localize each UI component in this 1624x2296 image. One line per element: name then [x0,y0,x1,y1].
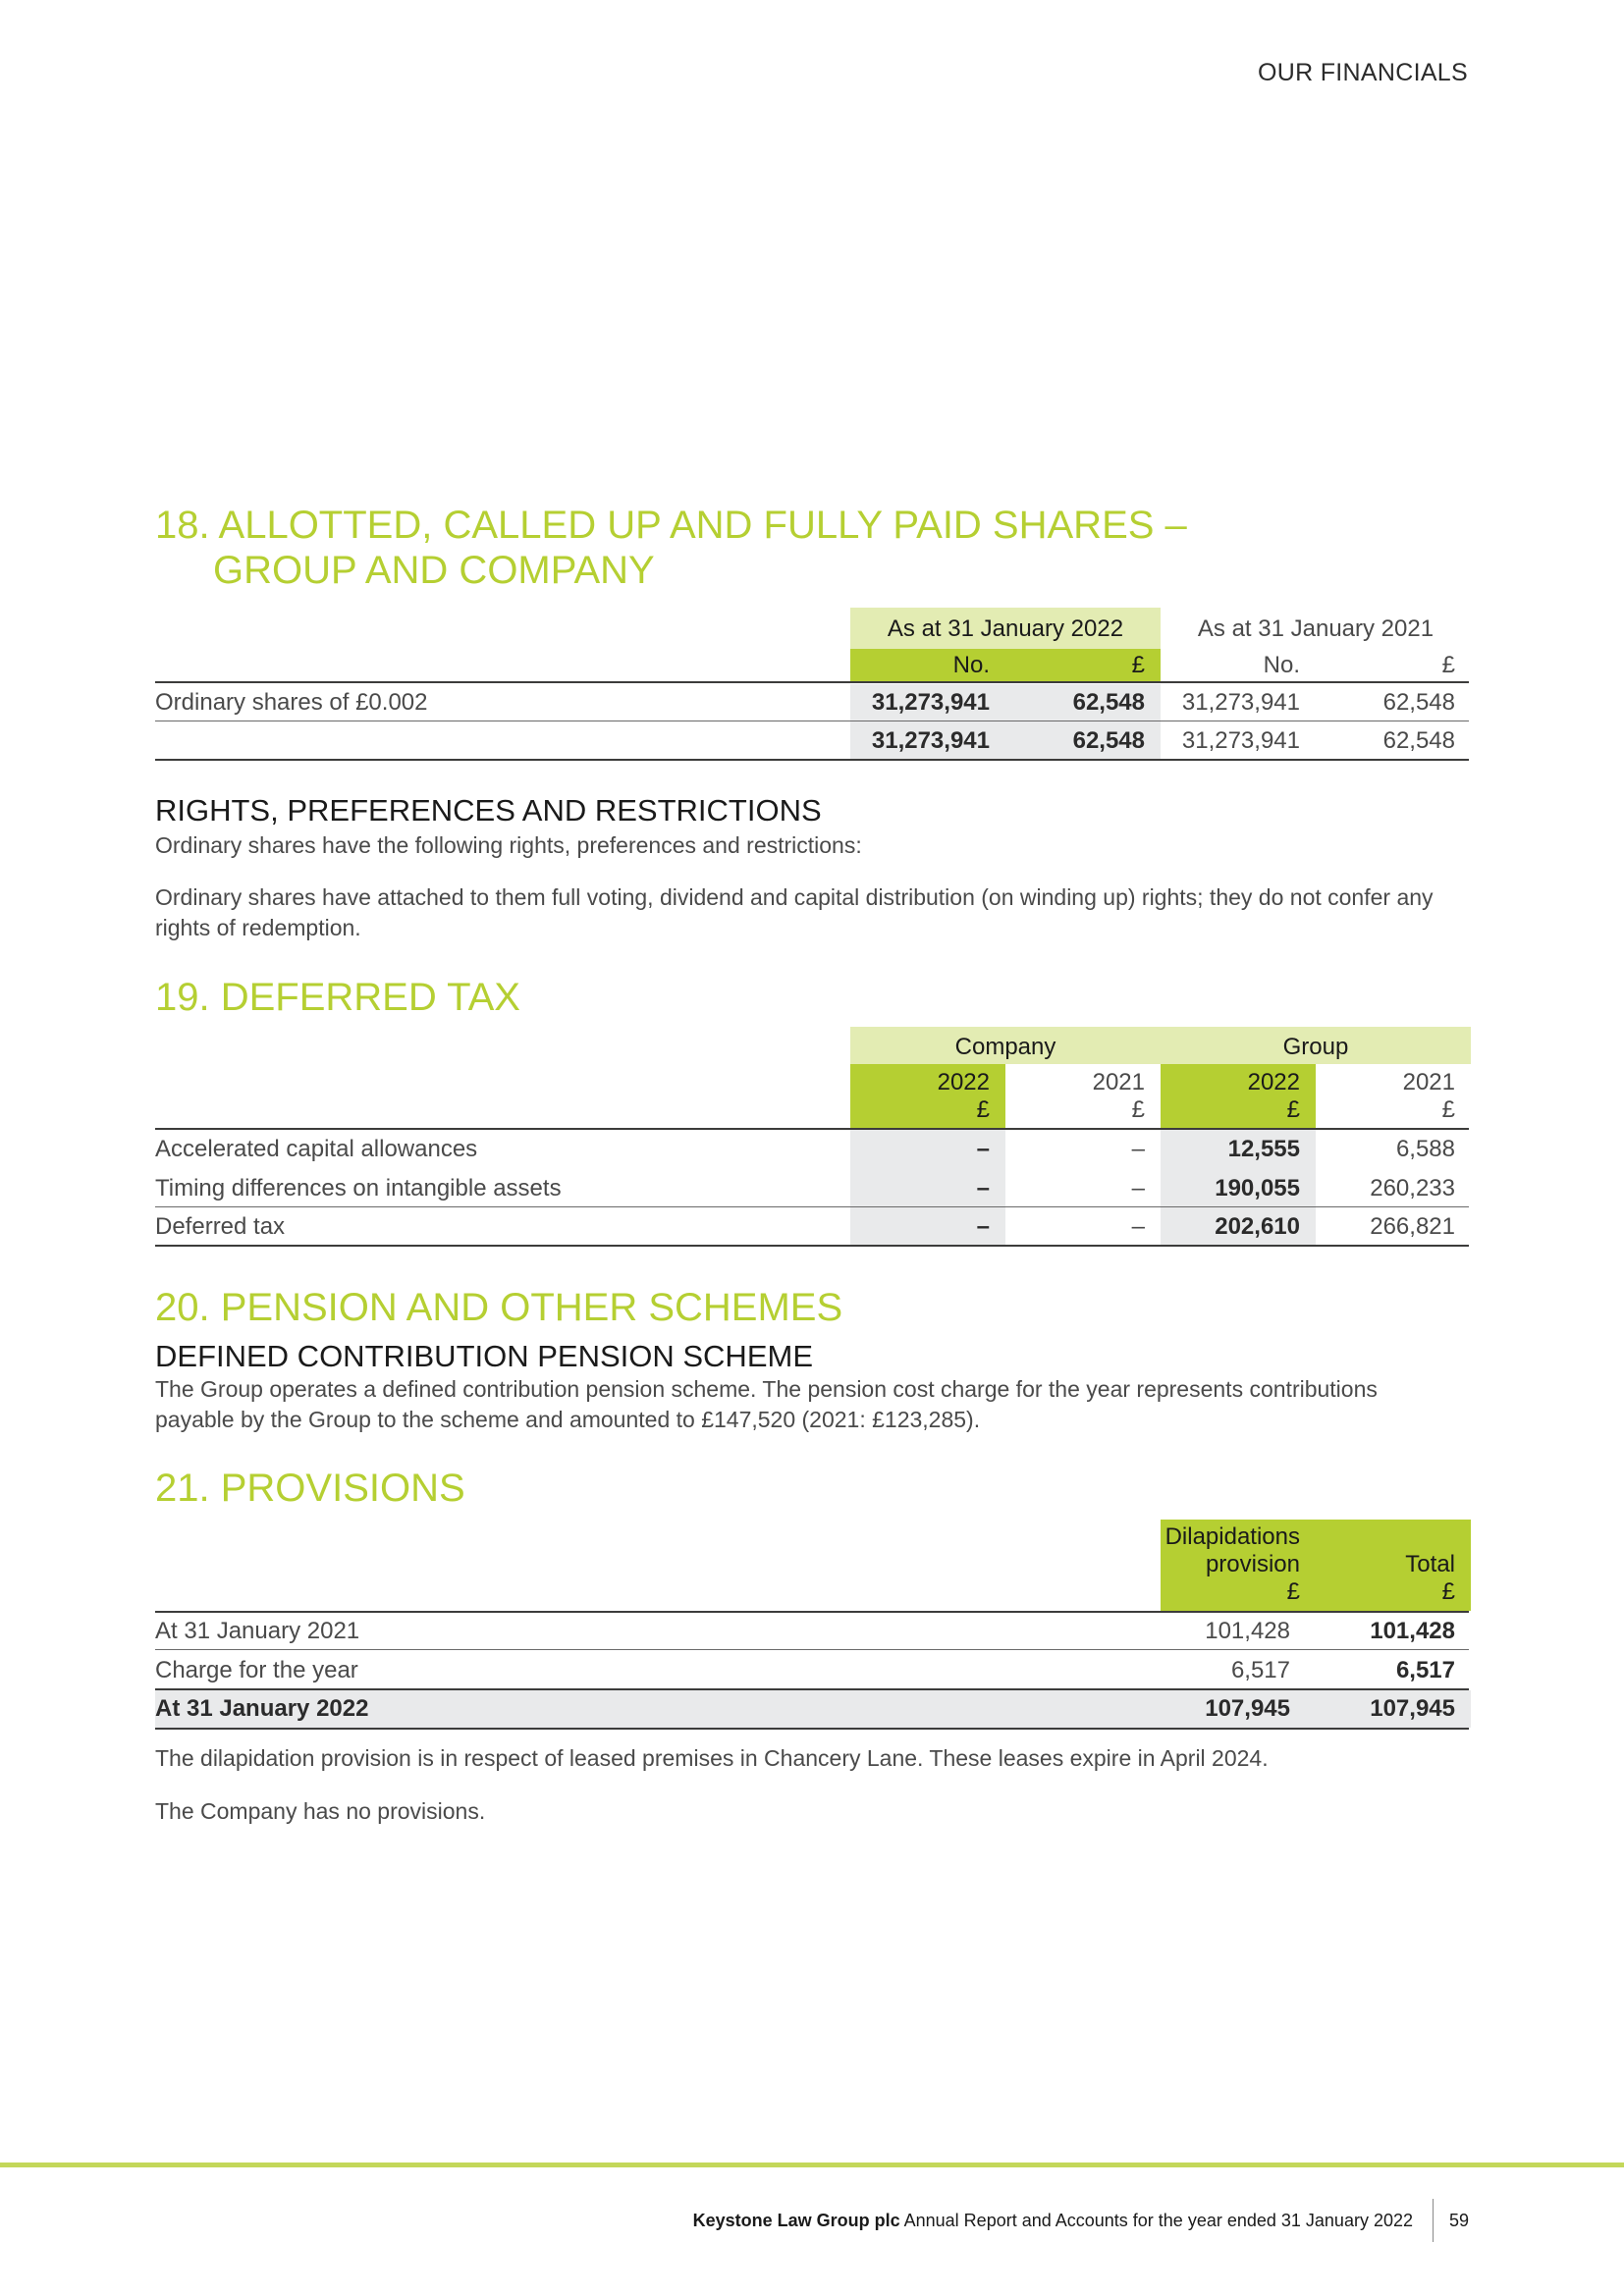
s21-row3-dilap: 107,945 [1205,1695,1290,1722]
s18-col-group-2021: As at 31 January 2021 [1197,615,1435,642]
s19-group-2022-year: 2022 [1247,1069,1300,1095]
section-18-title-line2: GROUP AND COMPANY [213,549,655,592]
section-21-title: 21. PROVISIONS [155,1467,465,1510]
rights-paragraph-1: Ordinary shares have the following rights, preferences and restrictions: [155,832,862,858]
s19-row1-c2022: – [976,1136,990,1162]
s21-row2-total: 6,517 [1395,1657,1455,1683]
s19-row3-g2022: 202,610 [1215,1213,1300,1240]
s19-row1-label: Accelerated capital allowances [155,1136,478,1162]
s19-row1-g2021: 6,588 [1395,1136,1455,1162]
s19-row2-c2022: – [976,1175,990,1201]
s21-header-rule [155,1611,1469,1613]
s19-group-header: Group [1282,1034,1349,1060]
s19-row-rule [155,1206,1469,1207]
s19-row2-label: Timing differences on intangible assets [155,1175,562,1201]
s19-row1-c2021: – [1131,1136,1145,1162]
s21-row2-dilap: 6,517 [1230,1657,1290,1683]
s19-group-2022-unit: £ [1286,1096,1300,1123]
s21-row2-label: Charge for the year [155,1657,358,1683]
section-18-title-line1: ALLOTTED, CALLED UP AND FULLY PAID SHARES – [218,504,1187,547]
s19-header-rule [155,1128,1469,1130]
s18-total-no-2021: 31,273,941 [1181,727,1300,754]
s19-bottom-rule [155,1245,1469,1247]
s19-company-header: Company [954,1034,1056,1060]
s18-total-gbp-2022: 62,548 [1072,727,1145,754]
section-18-number: 18. [155,504,210,547]
s21-col-total-l2: £ [1441,1578,1455,1605]
s19-row3-g2021: 266,821 [1370,1213,1455,1240]
s19-company-2022-year: 2022 [937,1069,990,1095]
footer-report-title [693,2211,1413,2231]
s19-row3-c2021: – [1131,1213,1145,1240]
s19-row2-g2022: 190,055 [1215,1175,1300,1201]
s18-row1-gbp-2022: 62,548 [1072,689,1145,716]
s18-col-group-2022: As at 31 January 2022 [887,615,1124,642]
s21-row1-total: 101,428 [1370,1618,1455,1644]
s18-row1-gbp-2021: 62,548 [1382,689,1455,716]
s21-row3-total: 107,945 [1370,1695,1455,1722]
s19-row2-c2021: – [1131,1175,1145,1201]
provisions-note-2: The Company has no provisions. [155,1798,486,1824]
page-header-label: OUR FINANCIALS [1258,59,1468,86]
s18-total-gbp-2021: 62,548 [1382,727,1455,754]
pension-subheading: DEFINED CONTRIBUTION PENSION SCHEME [155,1339,813,1373]
s18-header-rule [155,681,1469,683]
s19-group-2021-year: 2021 [1402,1069,1455,1095]
s18-total-no-2022: 31,273,941 [871,727,990,754]
s18-bottom-rule [155,759,1469,761]
footer-accent-line [0,2163,1624,2167]
s21-col-dilap-l1: Dilapidations [1164,1523,1300,1550]
page-number: 59 [1449,2211,1470,2230]
s21-bottom-rule [155,1728,1469,1730]
s19-company-2022-unit: £ [976,1096,990,1123]
s19-company-2021-unit: £ [1131,1096,1145,1123]
footer-separator [1433,2199,1434,2242]
provisions-note-1: The dilapidation provision is in respect of leased premises in Chancery Lane. These leases expire in April 2024. [155,1745,1269,1771]
s19-group-2021-unit: £ [1441,1096,1455,1123]
footer-report-text: Annual Report and Accounts for the year ended 31 January 2022 [899,2211,1413,2230]
footer-company-name: Keystone Law Group plc [692,2211,900,2230]
section-18-title [155,503,1187,548]
s21-row1-dilap: 101,428 [1205,1618,1290,1644]
s21-col-dilap-l3: £ [1286,1578,1300,1605]
pension-paragraph: The Group operates a defined contribution pension scheme. The pension cost charge for the year represents contributions payable by the Group to the scheme and amounted to £147,520 (2021: £123,285). [155,1376,1378,1432]
s18-row1-no-2021: 31,273,941 [1181,689,1300,716]
s18-col-no-2022: No. [952,652,990,678]
s21-col-dilap-l2: provision [1205,1551,1300,1577]
section-19-title: 19. DEFERRED TAX [155,976,520,1019]
section-20-title: 20. PENSION AND OTHER SCHEMES [155,1286,843,1329]
s19-row3-label: Deferred tax [155,1213,286,1240]
s19-row1-g2022: 12,555 [1227,1136,1300,1162]
s19-row2-g2021: 260,233 [1370,1175,1455,1201]
rights-paragraph-2: Ordinary shares have attached to them full voting, dividend and capital distribution (on winding up) rights; they do not confer any rights of redemption. [155,884,1434,940]
s21-row3-label: At 31 January 2022 [155,1695,369,1722]
s21-row1-rule [155,1649,1469,1650]
rights-heading: RIGHTS, PREFERENCES AND RESTRICTIONS [155,793,822,828]
s19-row3-c2022: – [976,1213,990,1240]
s18-row1-no-2022: 31,273,941 [871,689,990,716]
s19-company-2021-year: 2021 [1092,1069,1145,1095]
s18-col-gbp-2022: £ [1131,652,1145,678]
s18-col-no-2021: No. [1263,652,1300,678]
s21-col-total-l1: Total [1405,1551,1455,1577]
s21-row1-label: At 31 January 2021 [155,1618,360,1644]
s18-row1-label: Ordinary shares of £0.002 [155,689,428,716]
s21-row2-rule [155,1688,1469,1690]
s18-col-gbp-2021: £ [1441,652,1455,678]
